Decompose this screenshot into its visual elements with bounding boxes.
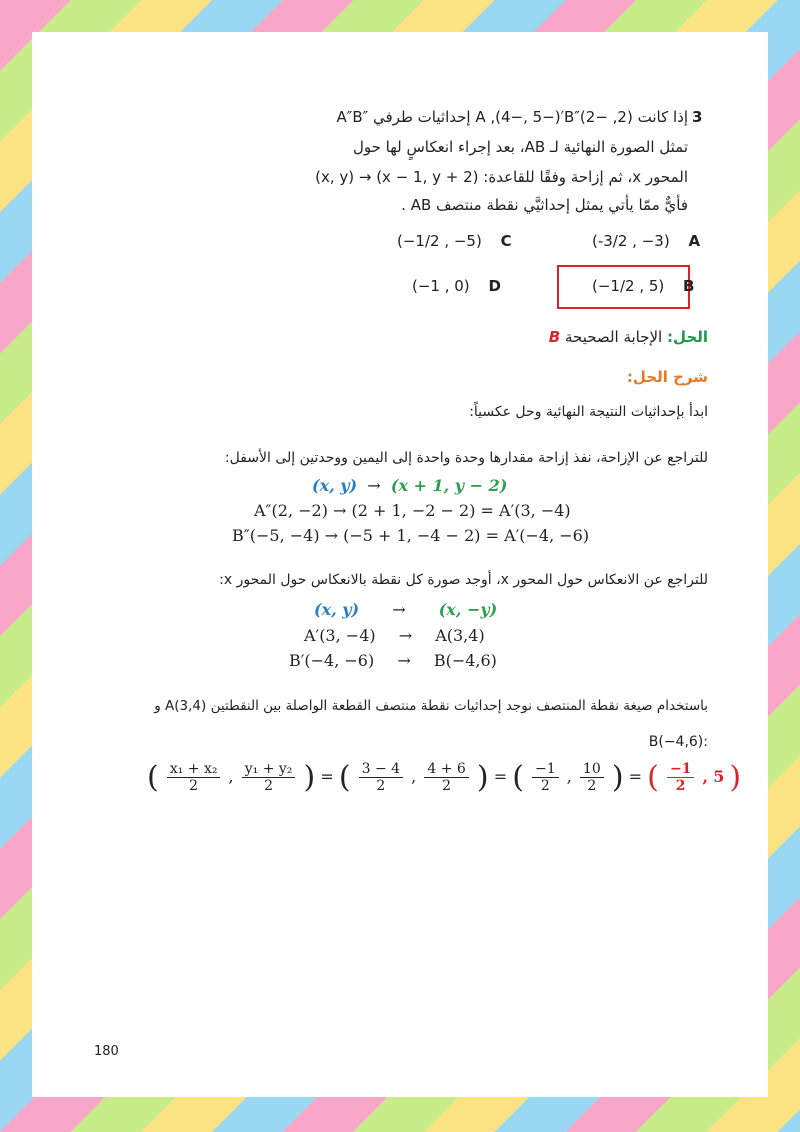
reflection-line-2 (289, 651, 497, 670)
explanation-label: شرح الحل: (626, 368, 708, 386)
ref1-arrow: → (398, 626, 413, 645)
option-b-text: (−1/2 , 5) (592, 277, 665, 295)
option-c-letter: C (500, 232, 512, 250)
option-b (592, 277, 694, 295)
ref1-left: A′(3, −4) (304, 626, 376, 645)
translation-rule (312, 476, 507, 495)
frac-4: $\frac{4 + 6}{2}$ (424, 761, 468, 794)
option-d (412, 277, 501, 295)
midpoint-text-1: باستخدام صيغة نقطة المنتصف نوجد إحداثيات نقطة منتصف القطعة الواصلة بين النقطتين A(3,4) و (154, 698, 708, 714)
rule2-left: (x, y) (314, 600, 360, 619)
ref2-arrow: → (397, 651, 411, 670)
midpoint-text-2: :B(−4,6) (648, 734, 708, 750)
rule1-left: (x, y) (312, 476, 358, 495)
reflection-text: للتراجع عن الانعكاس حول المحور x، أوجد صورة كل نقطة بالانعكاس حول المحور x: (219, 572, 708, 588)
frac-2: $\frac{\text{y₁ + y₂}}{2}$ (242, 761, 296, 794)
intro-text: ابدأ بإحداثيات النتيجة النهائية وحل عكسياً: (469, 404, 708, 420)
question-line-3: المحور x، ثم إزاحة وفقًا للقاعدة: (2 + x − 1, y) → (x, y) (315, 168, 688, 186)
reflection-rule (314, 600, 497, 619)
option-c-text: (−1/2 , −5) (397, 232, 482, 250)
solution-answer (549, 328, 708, 346)
option-a (592, 232, 700, 250)
ref1-right: A(3,4) (435, 626, 485, 645)
frac-5: $\frac{-1}{2}$ (532, 761, 559, 794)
rule1-right: (x + 1, y − 2) (390, 476, 508, 495)
option-d-text: (−1 , 0) (412, 277, 470, 295)
ref2-left: B′(−4, −6) (289, 651, 375, 670)
reflection-line-1 (304, 626, 485, 645)
translation-text: للتراجع عن الإزاحة، نفذ إزاحة مقدارها وحدة واحدة إلى اليمين ووحدتين إلى الأسفل: (224, 450, 708, 466)
ref2-right: B(−4,6) (433, 651, 497, 670)
rule2-right: (x, −y) (438, 600, 498, 619)
result-y: 5 (713, 767, 725, 786)
question-line-1: إذا كانت (2, −2)″A ,(4−, 5−)′B إحداثيات طرفي ″A″B (336, 108, 688, 126)
answer-letter: B (548, 328, 561, 346)
page-number: 180 (94, 1044, 119, 1059)
rule2-arrow: → (392, 600, 406, 619)
question-line-4: فأيٌّ ممّا يأتي يمثل إحداثيَّي نقطة منتصف AB . (401, 196, 688, 214)
answer-text: الإجابة الصحيحة (565, 328, 663, 346)
option-a-text: (-3/2 , −3) (592, 232, 670, 250)
solution-label: الحل: (667, 328, 708, 346)
frac-3: $\frac{3 - 4}{2}$ (359, 761, 403, 794)
document-page (32, 32, 768, 1097)
frac-1: $\frac{\text{x₁ + x₂}}{2}$ (167, 761, 221, 794)
question-line-2: تمثل الصورة النهائية لـ AB، بعد إجراء انعكاسٍ لها حول (352, 138, 688, 156)
option-d-letter: D (488, 277, 501, 295)
option-c (397, 232, 512, 250)
frac-result: $\frac{-1}{2}$ (667, 761, 694, 794)
frac-6: $\frac{10}{2}$ (580, 761, 604, 794)
rule1-arrow: → (367, 476, 381, 495)
calc-line-2: B″(−5, −4) → (−5 + 1, −4 − 2) = A′(−4, −6) (232, 526, 590, 545)
option-a-letter: A (688, 232, 701, 250)
midpoint-formula: ( $\frac{\text{x₁ + x₂}}{2}$ , $\frac{\text{y₁ + y₂}}{2}$ ) = ( $\frac{3 - 4}{2}$ , $\frac{4 + 6}{2}$ ) = ( $\frac{-1}{2}$ , $\frac{10}{2}$ ) = ( $\frac{-1}{2}$ , 5 ) (147, 760, 742, 795)
question-number: 3 (692, 108, 703, 126)
calc-line-1: A″(2, −2) → (2 + 1, −2 − 2) = A′(3, −4) (254, 501, 571, 520)
option-b-letter: B (683, 277, 695, 295)
